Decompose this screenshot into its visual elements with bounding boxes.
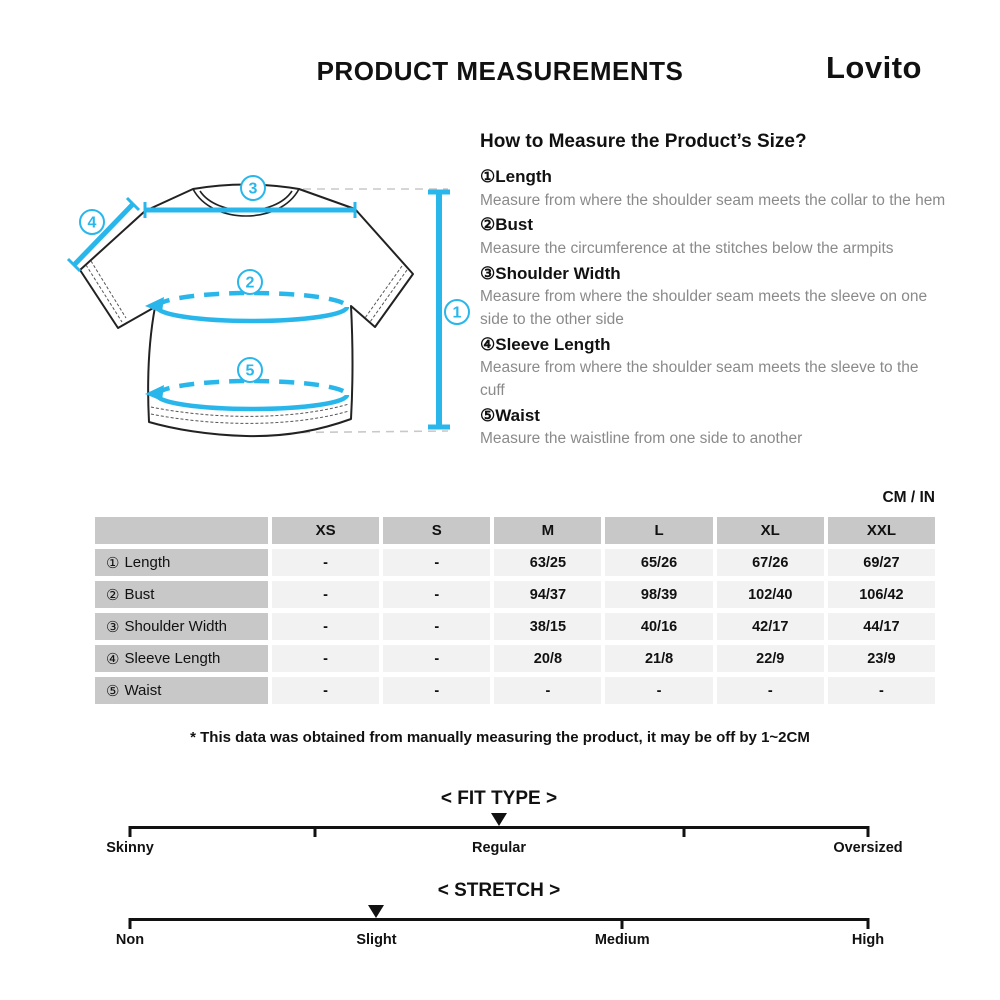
- scale-line-stretch: [115, 918, 885, 948]
- table-cell-bust-s: -: [383, 581, 490, 608]
- table-cell-length-s: -: [383, 549, 490, 576]
- table-cell-sleeve-length-m: 20/8: [494, 645, 601, 672]
- table-cell-length-xxl: 69/27: [828, 549, 935, 576]
- scale-marker-fit-type: [491, 813, 507, 826]
- row-number: ④: [106, 650, 120, 668]
- table-cell-bust-xl: 102/40: [717, 581, 824, 608]
- measure-instruction-waist: [480, 403, 946, 451]
- scale-label-skinny: Skinny: [106, 840, 154, 856]
- tshirt-outline: [80, 185, 413, 437]
- tshirt-measurement-diagram: [60, 155, 480, 465]
- brand-logo: Lovito: [826, 50, 922, 85]
- scale-label-slight: Slight: [356, 932, 397, 948]
- svg-text:1: 1: [452, 304, 462, 322]
- size-table: [95, 517, 935, 704]
- table-row-label-bust: [95, 581, 268, 608]
- scale-label-medium: Medium: [594, 932, 650, 948]
- instruction-description: Measure the circumference at the stitches below the armpits: [480, 239, 894, 257]
- table-cell-length-m: 63/25: [494, 549, 601, 576]
- callout-bust: [238, 270, 262, 294]
- scale-title-stretch: < STRETCH >: [437, 880, 561, 901]
- scale-line-fit-type: [106, 826, 903, 856]
- table-cell-shoulder-width-xl: 42/17: [717, 613, 824, 640]
- table-cell-bust-xxl: 106/42: [828, 581, 935, 608]
- table-cell-shoulder-width-xs: -: [272, 613, 379, 640]
- footnote: * This data was obtained from manually measuring the product, it may be off by 1~2CM: [190, 729, 810, 746]
- scale-label-oversized: Oversized: [833, 840, 903, 856]
- callout-sleeve-length: [80, 210, 104, 234]
- callout-length: [445, 300, 469, 324]
- callout-shoulder-width: [241, 176, 265, 200]
- scale-tick: [129, 826, 132, 837]
- table-cell-waist-xxl: -: [828, 677, 935, 704]
- row-label-text: Bust: [124, 586, 155, 603]
- row-number: ②: [106, 586, 120, 604]
- scale-tick: [867, 826, 870, 837]
- scale-tick: [867, 918, 870, 929]
- table-cell-waist-xs: -: [272, 677, 379, 704]
- table-cell-shoulder-width-l: 40/16: [605, 613, 712, 640]
- how-to-section: [480, 131, 946, 451]
- table-header-xxl: XXL: [828, 517, 935, 544]
- instruction-label: ④Sleeve Length: [480, 334, 611, 354]
- instruction-label: ①Length: [480, 167, 552, 186]
- table-header-xl: XL: [717, 517, 824, 544]
- instruction-description: Measure from where the shoulder seam meets the sleeve to the cuff: [480, 359, 919, 399]
- table-cell-length-l: 65/26: [605, 549, 712, 576]
- table-header-s: S: [383, 517, 490, 544]
- table-cell-sleeve-length-xl: 22/9: [717, 645, 824, 672]
- table-row-label-length: [95, 549, 268, 576]
- row-label-text: Shoulder Width: [124, 618, 228, 635]
- instruction-description: Measure from where the shoulder seam meets the collar to the hem: [480, 191, 946, 209]
- instruction-label: ②Bust: [480, 215, 534, 235]
- measure-instruction-length: [480, 164, 946, 212]
- scale-title-fit-type: < FIT TYPE >: [440, 788, 558, 809]
- table-header-m: M: [494, 517, 601, 544]
- instruction-description: Measure the waistline from one side to another: [480, 430, 803, 448]
- table-row-label-shoulder-width: [95, 613, 268, 640]
- units-label: CM / IN: [882, 489, 935, 506]
- svg-text:3: 3: [248, 180, 258, 198]
- scale-tick: [682, 826, 685, 837]
- svg-text:2: 2: [245, 274, 255, 292]
- callout-waist: [238, 358, 262, 382]
- row-number: ⑤: [106, 682, 120, 700]
- scale-tick: [313, 826, 316, 837]
- scale-marker-stretch: [368, 905, 384, 918]
- svg-text:5: 5: [245, 362, 255, 380]
- table-cell-waist-m: -: [494, 677, 601, 704]
- table-cell-bust-m: 94/37: [494, 581, 601, 608]
- svg-text:4: 4: [87, 214, 97, 232]
- table-cell-sleeve-length-s: -: [383, 645, 490, 672]
- table-cell-length-xl: 67/26: [717, 549, 824, 576]
- table-cell-bust-xs: -: [272, 581, 379, 608]
- table-cell-sleeve-length-xxl: 23/9: [828, 645, 935, 672]
- table-header-xs: XS: [272, 517, 379, 544]
- scale-stretch: [115, 880, 885, 948]
- scale-tick: [129, 918, 132, 929]
- table-cell-waist-l: -: [605, 677, 712, 704]
- table-row-label-sleeve-length: [95, 645, 268, 672]
- table-row-label-waist: [95, 677, 268, 704]
- measure-instruction-shoulder-width: [480, 261, 946, 332]
- table-corner-cell: [95, 517, 268, 544]
- measure-instruction-bust: [480, 212, 946, 260]
- table-cell-shoulder-width-m: 38/15: [494, 613, 601, 640]
- scale-label-high: High: [851, 932, 885, 948]
- how-to-heading: How to Measure the Product’s Size?: [480, 131, 807, 152]
- measure-instruction-sleeve-length: [480, 332, 946, 403]
- table-cell-shoulder-width-xxl: 44/17: [828, 613, 935, 640]
- table-cell-length-xs: -: [272, 549, 379, 576]
- row-label-text: Sleeve Length: [124, 650, 221, 667]
- row-number: ①: [106, 554, 120, 572]
- table-cell-shoulder-width-s: -: [383, 613, 490, 640]
- table-cell-waist-s: -: [383, 677, 490, 704]
- table-header-l: L: [605, 517, 712, 544]
- scale-label-regular: Regular: [472, 840, 526, 856]
- table-cell-sleeve-length-xs: -: [272, 645, 379, 672]
- page-title: PRODUCT MEASUREMENTS: [316, 56, 684, 86]
- table-cell-waist-xl: -: [717, 677, 824, 704]
- table-cell-bust-l: 98/39: [605, 581, 712, 608]
- table-cell-sleeve-length-l: 21/8: [605, 645, 712, 672]
- scale-fit-type: [106, 788, 903, 856]
- scale-tick: [621, 918, 624, 929]
- instruction-label: ③Shoulder Width: [480, 263, 621, 283]
- scale-label-non: Non: [115, 932, 145, 948]
- row-number: ③: [106, 618, 120, 636]
- row-label-text: Waist: [124, 682, 162, 699]
- row-label-text: Length: [124, 554, 171, 571]
- instruction-label: ⑤Waist: [480, 405, 540, 425]
- instruction-description: Measure from where the shoulder seam meets the sleeve on one side to the other side: [480, 288, 928, 328]
